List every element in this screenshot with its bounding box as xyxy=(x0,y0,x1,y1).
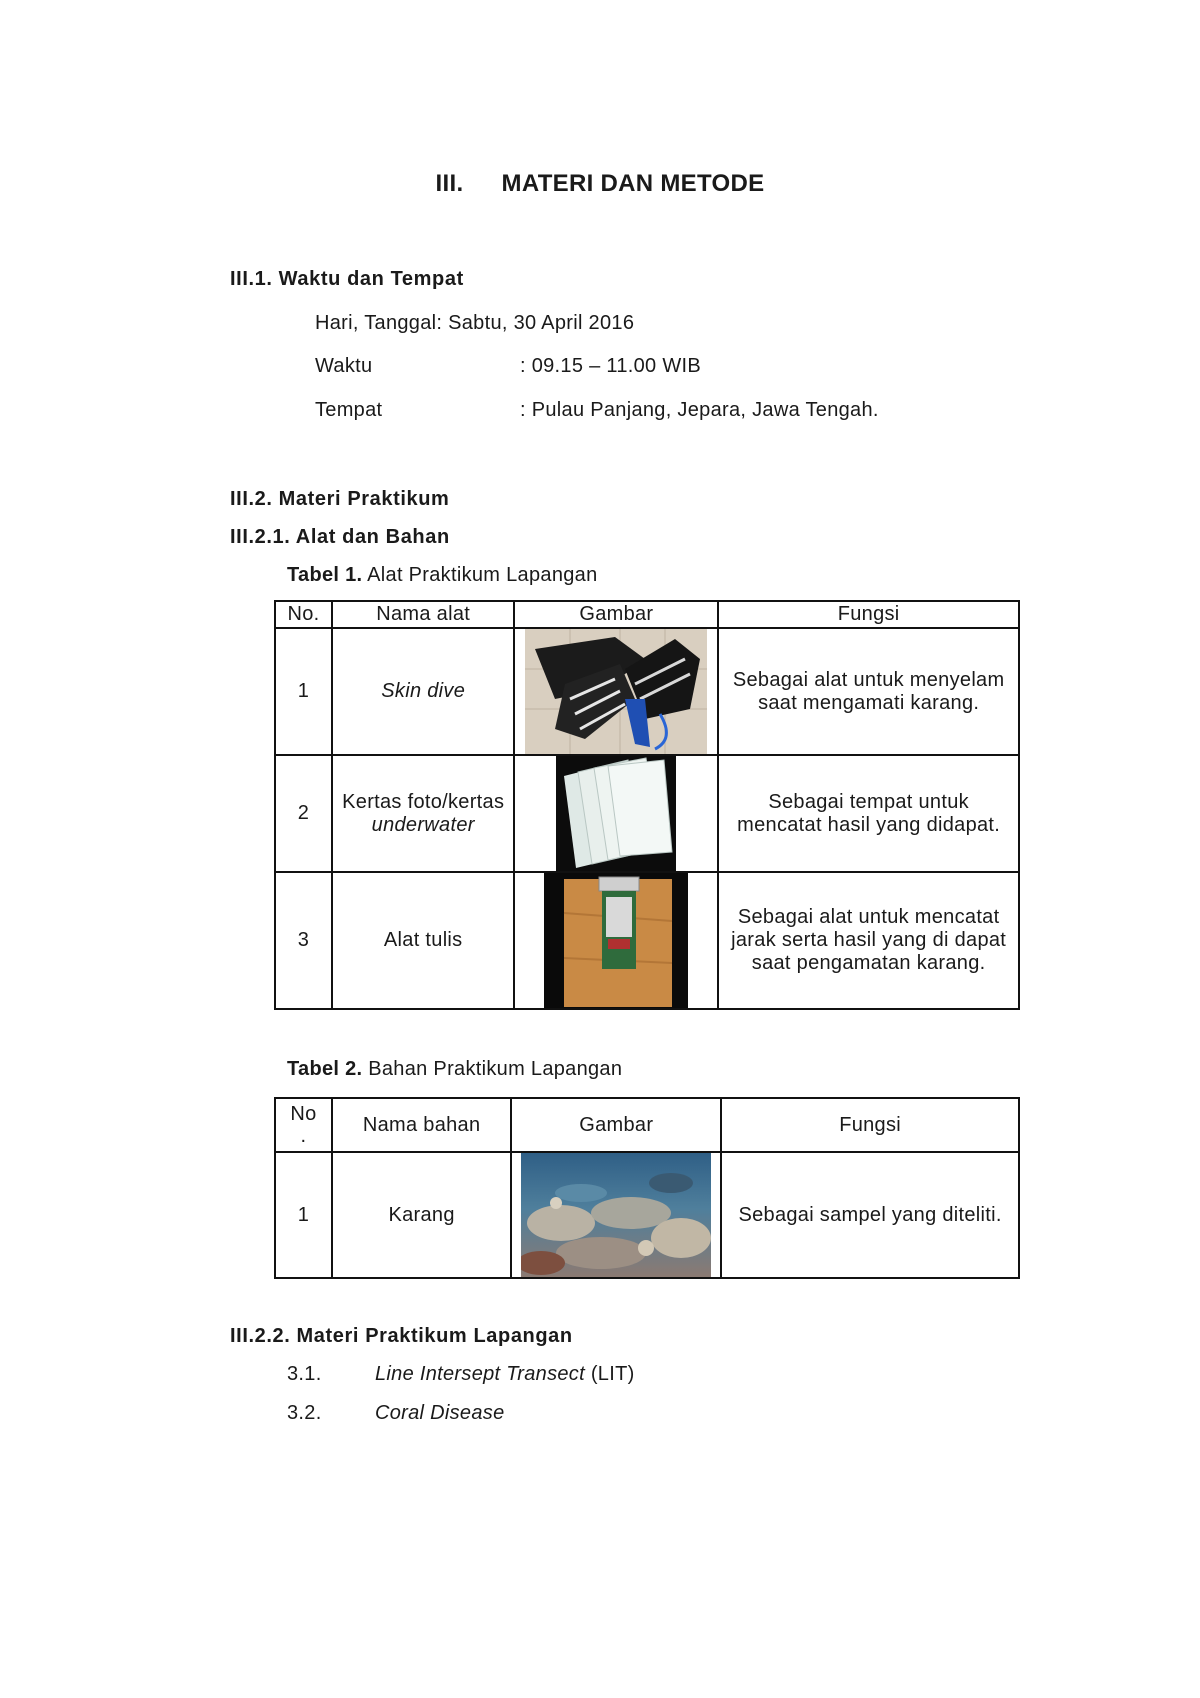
info-row-place xyxy=(315,399,879,422)
underwater-paper-photo xyxy=(556,756,676,871)
chapter-title xyxy=(0,170,1200,198)
cell-nama-line2: underwater xyxy=(371,813,475,836)
list-item-title: Coral Disease xyxy=(375,1402,505,1424)
list-item-number: 3.1. xyxy=(287,1363,322,1385)
chapter-number: III. xyxy=(435,170,464,197)
info-label-date: Hari, Tanggal xyxy=(315,312,437,334)
info-value-place: : Pulau Panjang, Jepara, Jawa Tengah. xyxy=(520,399,879,421)
cell-no: 1 xyxy=(275,1152,332,1278)
list-item xyxy=(287,1363,635,1386)
info-row-date xyxy=(315,312,634,335)
list-item xyxy=(287,1402,505,1425)
table2-caption-label: Tabel 2. xyxy=(287,1058,363,1080)
table-alat xyxy=(274,600,1020,1010)
cell-no: 2 xyxy=(275,755,332,872)
header-fungsi: Fungsi xyxy=(721,1098,1019,1152)
cell-gambar xyxy=(514,628,718,755)
cell-gambar xyxy=(514,872,718,1009)
header-no: No . xyxy=(275,1098,332,1152)
cell-nama xyxy=(332,755,515,872)
info-value-time: : 09.15 – 11.00 WIB xyxy=(520,355,701,377)
header-nama: Nama alat xyxy=(332,601,515,628)
table2-caption-text: Bahan Praktikum Lapangan xyxy=(362,1058,623,1080)
section-heading-waktu-tempat: III.1. Waktu dan Tempat xyxy=(230,268,464,290)
info-value-date: : Sabtu, 30 April 2016 xyxy=(436,312,635,334)
section-heading-materi-lapangan: III.2.2. Materi Praktikum Lapangan xyxy=(230,1325,573,1347)
clipboard-photo xyxy=(544,873,688,1008)
cell-nama-line1: Kertas foto/kertas xyxy=(342,790,505,813)
table-row xyxy=(275,1152,1019,1278)
table-bahan xyxy=(274,1097,1020,1279)
info-label-place: Tempat xyxy=(315,399,383,421)
table-row xyxy=(275,628,1019,755)
list-item-title: Line Intersept Transect xyxy=(375,1363,585,1385)
info-row-time xyxy=(315,355,701,378)
cell-fungsi: Sebagai alat untuk menyelam saat mengamati karang. xyxy=(718,628,1019,755)
header-gambar: Gambar xyxy=(511,1098,721,1152)
section-heading-materi: III.2. Materi Praktikum xyxy=(230,488,450,510)
cell-nama: Karang xyxy=(332,1152,511,1278)
cell-nama: Skin dive xyxy=(332,628,515,755)
header-no: No. xyxy=(275,601,332,628)
cell-fungsi: Sebagai tempat untuk mencatat hasil yang didapat. xyxy=(718,755,1019,872)
list-item-suffix: (LIT) xyxy=(584,1363,635,1385)
table-row xyxy=(275,755,1019,872)
header-nama: Nama bahan xyxy=(332,1098,511,1152)
table-header-row xyxy=(275,1098,1019,1152)
cell-no: 3 xyxy=(275,872,332,1009)
table1-caption-text: Alat Praktikum Lapangan xyxy=(362,564,598,586)
cell-fungsi: Sebagai alat untuk mencatat jarak serta hasil yang di dapat saat pengamatan karang. xyxy=(718,872,1019,1009)
cell-gambar xyxy=(511,1152,721,1278)
cell-fungsi: Sebagai sampel yang diteliti. xyxy=(721,1152,1019,1278)
table1-caption xyxy=(287,564,598,587)
table2-caption xyxy=(287,1058,622,1081)
list-item-number: 3.2. xyxy=(287,1402,322,1424)
section-heading-alat-bahan: III.2.1. Alat dan Bahan xyxy=(230,526,450,548)
table-row xyxy=(275,872,1019,1009)
header-gambar: Gambar xyxy=(514,601,718,628)
cell-nama: Alat tulis xyxy=(332,872,515,1009)
table1-caption-label: Tabel 1. xyxy=(287,564,363,586)
header-fungsi: Fungsi xyxy=(718,601,1019,628)
cell-no: 1 xyxy=(275,628,332,755)
chapter-title-text: MATERI DAN METODE xyxy=(501,170,765,197)
coral-photo xyxy=(521,1153,711,1277)
table-header-row xyxy=(275,601,1019,628)
cell-gambar xyxy=(514,755,718,872)
skin-dive-photo xyxy=(525,629,707,754)
info-label-time: Waktu xyxy=(315,355,373,377)
